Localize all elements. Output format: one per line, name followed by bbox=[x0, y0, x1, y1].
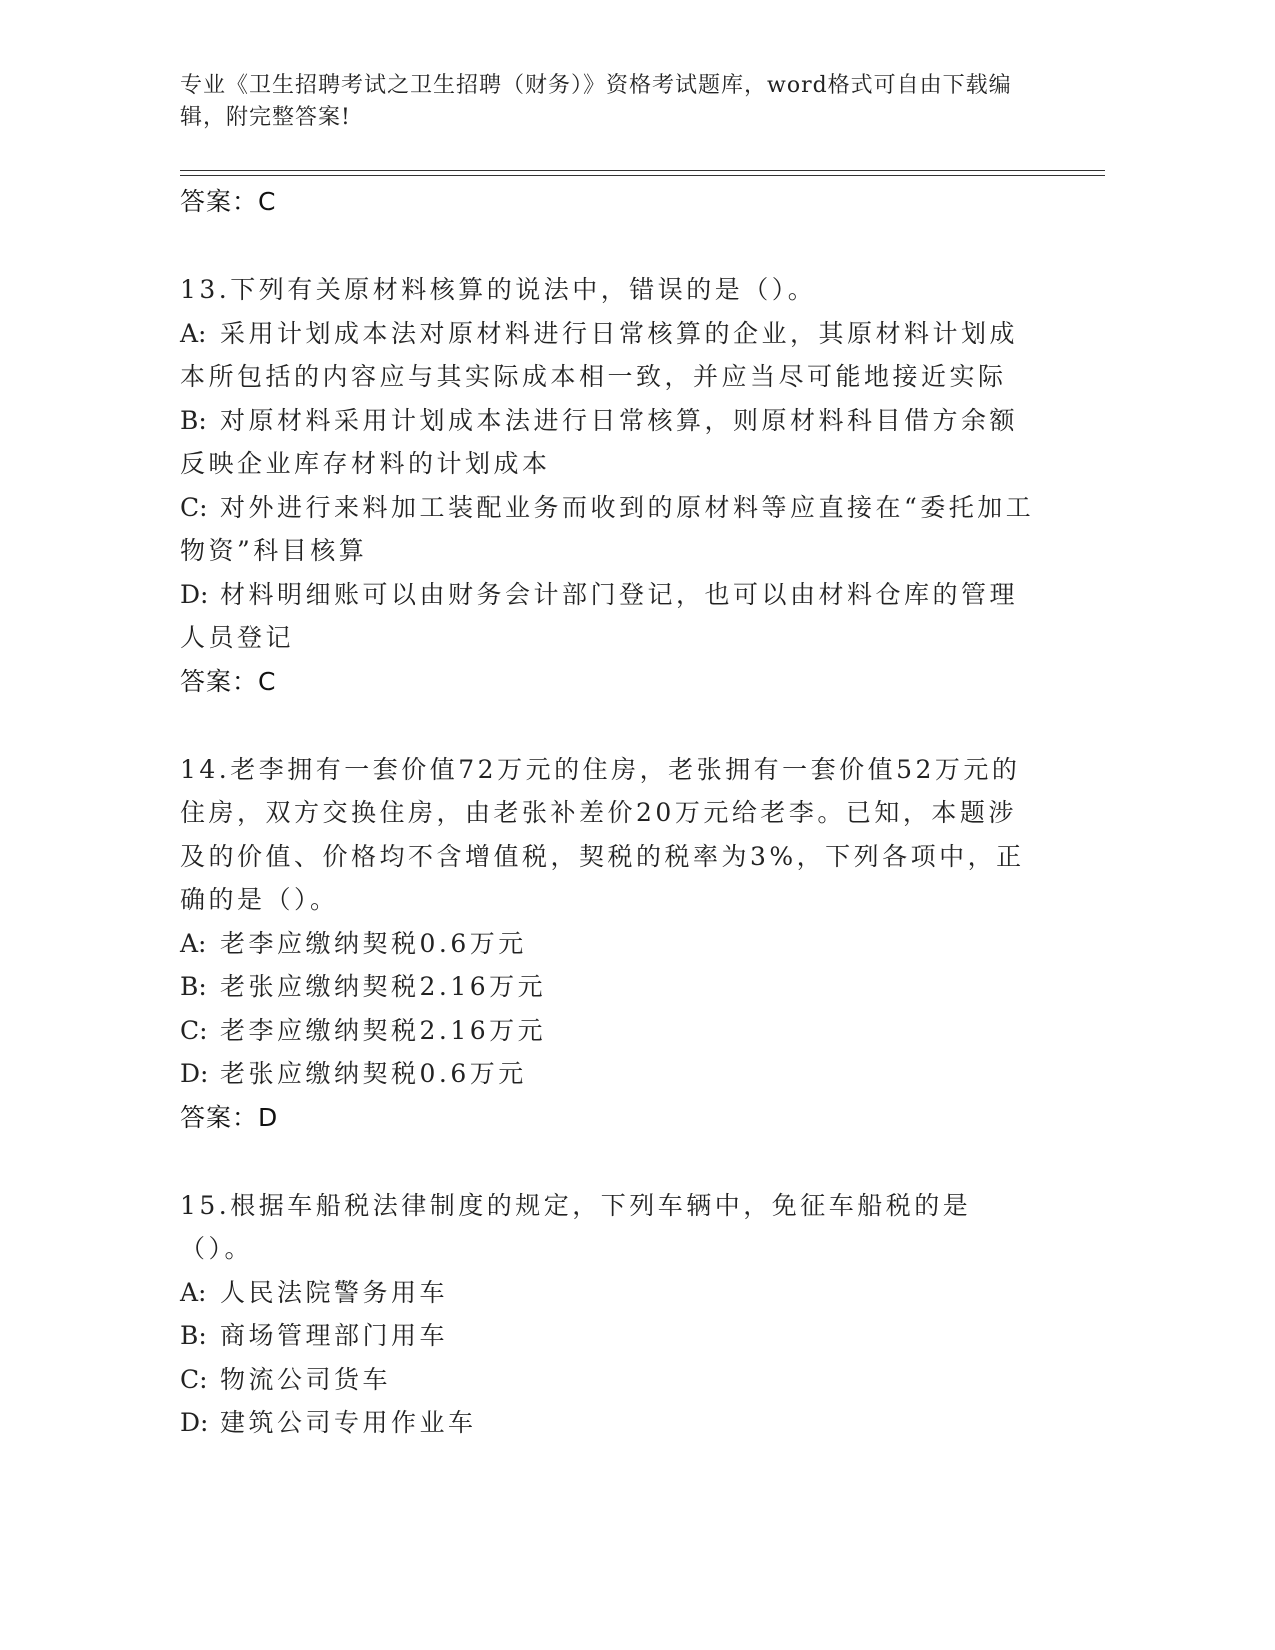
option-text: 对原材料采用计划成本法进行日常核算，则原材料科目借方余额反映企业库存材料的计划成本 bbox=[180, 405, 1019, 478]
option-a bbox=[180, 922, 1040, 966]
option-a bbox=[180, 312, 1040, 399]
document-body bbox=[180, 180, 1040, 1445]
option-text: 对外进行来料加工装配业务而收到的原材料等应直接在“委托加工物资”科目核算 bbox=[180, 492, 1035, 565]
option-text: 老李应缴纳契税0.6万元 bbox=[220, 928, 527, 958]
option-letter: D: bbox=[180, 1059, 209, 1088]
option-letter: B: bbox=[180, 405, 207, 435]
document-header: 专业《卫生招聘考试之卫生招聘（财务）》资格考试题库，word格式可自由下载编辑，附完整答案! bbox=[180, 73, 1012, 130]
option-b bbox=[180, 965, 1040, 1009]
option-text: 老李应缴纳契税2.16万元 bbox=[220, 1015, 547, 1045]
option-letter: B: bbox=[180, 1321, 207, 1350]
option-text: 人民法院警务用车 bbox=[220, 1277, 449, 1307]
answer-line: 答案：C bbox=[180, 187, 277, 216]
option-letter: B: bbox=[180, 972, 207, 1001]
question-13 bbox=[180, 268, 1040, 704]
option-b bbox=[180, 399, 1040, 486]
header-rule-top bbox=[180, 170, 1105, 171]
question-stem: 14.老李拥有一套价值72万元的住房，老张拥有一套价值52万元的住房，双方交换住房，由老张补差价20万元给老李。已知，本题涉及的价值、价格均不含增值税，契税的税率为3%，下列各项中，正确的是（）。 bbox=[180, 754, 1025, 914]
option-d bbox=[180, 573, 1040, 660]
option-text: 商场管理部门用车 bbox=[220, 1321, 449, 1350]
option-c bbox=[180, 1009, 1040, 1053]
option-text: 采用计划成本法对原材料进行日常核算的企业，其原材料计划成本所包括的内容应与其实际成本相一致，并应当尽可能地接近实际 bbox=[180, 318, 1019, 391]
option-text: 老张应缴纳契税0.6万元 bbox=[220, 1059, 527, 1088]
question-stem: 13.下列有关原材料核算的说法中，错误的是（）。 bbox=[180, 275, 817, 304]
question-stem: 15.根据车船税法律制度的规定，下列车辆中，免征车船税的是（）。 bbox=[180, 1190, 972, 1263]
option-text: 物流公司货车 bbox=[220, 1364, 392, 1394]
option-letter: C: bbox=[180, 1364, 208, 1394]
question-15 bbox=[180, 1184, 1040, 1445]
option-text: 材料明细账可以由财务会计部门登记，也可以由材料仓库的管理人员登记 bbox=[180, 579, 1019, 652]
answer-line: 答案：D bbox=[180, 1102, 279, 1132]
option-letter: C: bbox=[180, 1015, 208, 1045]
header-rule-bottom bbox=[180, 175, 1105, 176]
option-a bbox=[180, 1271, 1040, 1315]
option-text: 老张应缴纳契税2.16万元 bbox=[220, 972, 547, 1001]
option-letter: A: bbox=[180, 1277, 207, 1307]
option-letter: D: bbox=[180, 1408, 209, 1437]
option-letter: C: bbox=[180, 492, 208, 522]
option-b bbox=[180, 1314, 1040, 1358]
answer-line: 答案：C bbox=[180, 666, 277, 696]
option-d bbox=[180, 1052, 1040, 1096]
option-letter: D: bbox=[180, 579, 209, 609]
option-letter: A: bbox=[180, 318, 207, 348]
option-d bbox=[180, 1401, 1040, 1445]
option-letter: A: bbox=[180, 928, 207, 958]
option-text: 建筑公司专用作业车 bbox=[220, 1408, 477, 1437]
question-14 bbox=[180, 748, 1040, 1140]
option-c bbox=[180, 1358, 1040, 1402]
option-c bbox=[180, 486, 1040, 573]
